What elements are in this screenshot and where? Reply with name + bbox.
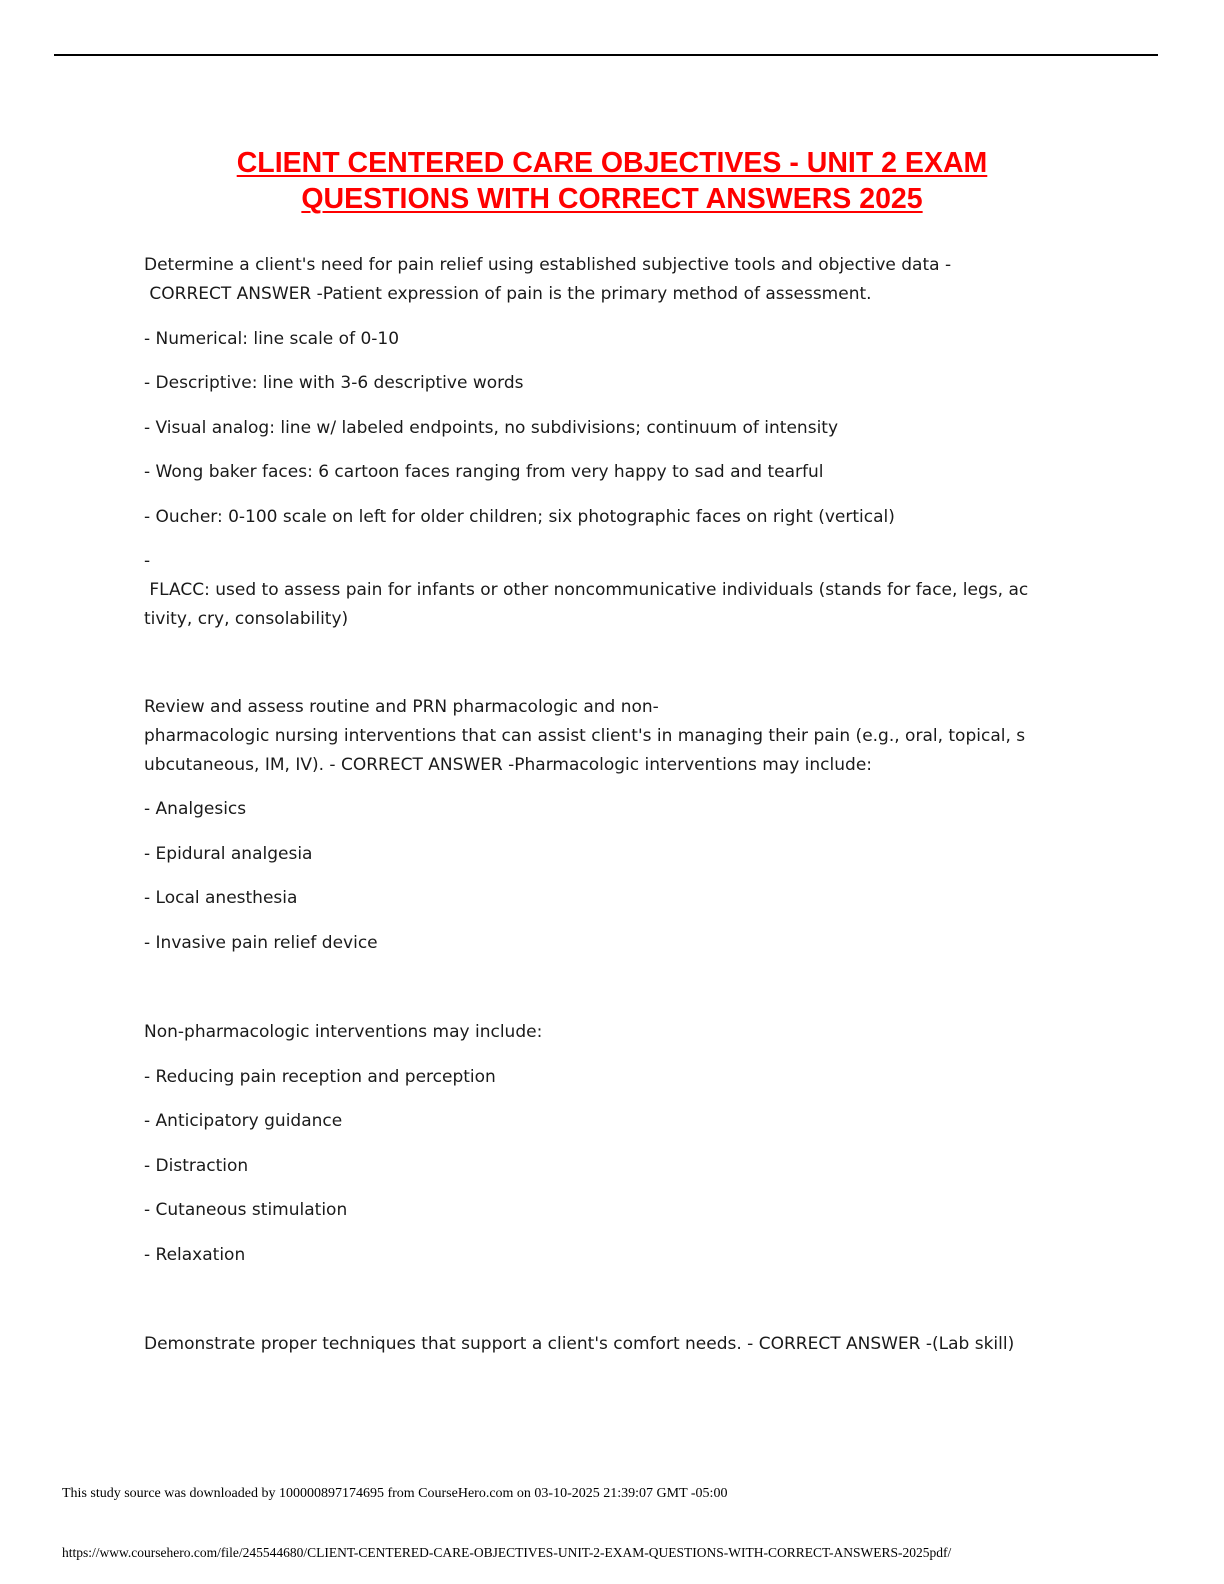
flacc-line-1: FLACC: used to assess pain for infants or other noncommunicative individuals (stands for face, legs, ac: [144, 580, 1029, 600]
q2-question-line-1: Review and assess routine and PRN pharmacologic and non-: [144, 697, 659, 717]
q1-answer-line: CORRECT ANSWER -Patient expression of pain is the primary method of assessment.: [144, 284, 872, 304]
list-item: - Invasive pain relief device: [144, 933, 378, 953]
title-line-2: QUESTIONS WITH CORRECT ANSWERS 2025: [301, 183, 923, 215]
q3-question-line: Demonstrate proper techniques that support a client's comfort needs. - CORRECT ANSWER -(Lab skill): [144, 1334, 1015, 1354]
q2-question-line-3: ubcutaneous, IM, IV). - CORRECT ANSWER -Pharmacologic interventions may include:: [144, 755, 873, 775]
source-footer: This study source was downloaded by 100000897174695 from CourseHero.com on 03-10-2025 21:39:07 GMT -05:00: [62, 1486, 728, 1501]
list-item: - Local anesthesia: [144, 888, 298, 908]
list-item: - Relaxation: [144, 1245, 246, 1265]
q1-question-line-1: Determine a client's need for pain relief using established subjective tools and objective data -: [144, 255, 952, 275]
list-item: - Analgesics: [144, 799, 247, 819]
list-item: - Descriptive: line with 3-6 descriptive words: [144, 373, 524, 393]
top-divider: [54, 54, 1158, 56]
document-title: [120, 145, 1104, 217]
list-item: - Numerical: line scale of 0-10: [144, 329, 400, 349]
source-url[interactable]: https://www.coursehero.com/file/245544680/CLIENT-CENTERED-CARE-OBJECTIVES-UNIT-2-EXAM-QUESTIONS-WITH-CORRECT-ANSWERS-2025pdf/: [62, 1545, 952, 1560]
list-item: - Reducing pain reception and perception: [144, 1067, 496, 1087]
list-item: - Cutaneous stimulation: [144, 1200, 348, 1220]
list-item: - Epidural analgesia: [144, 844, 313, 864]
list-item: - Visual analog: line w/ labeled endpoints, no subdivisions; continuum of intensity: [144, 418, 839, 438]
title-line-1: CLIENT CENTERED CARE OBJECTIVES - UNIT 2 EXAM: [236, 147, 988, 179]
list-item: - Distraction: [144, 1156, 249, 1176]
list-item: - Anticipatory guidance: [144, 1111, 343, 1131]
list-dash: -: [144, 551, 151, 571]
nonpharm-heading: Non-pharmacologic interventions may include:: [144, 1022, 543, 1042]
q2-question-line-2: pharmacologic nursing interventions that can assist client's in managing their pain (e.g., oral, topical, s: [144, 726, 1026, 746]
list-item: - Oucher: 0-100 scale on left for older children; six photographic faces on right (vertical): [144, 507, 895, 527]
flacc-line-2: tivity, cry, consolability): [144, 609, 349, 629]
list-item: - Wong baker faces: 6 cartoon faces ranging from very happy to sad and tearful: [144, 462, 824, 482]
